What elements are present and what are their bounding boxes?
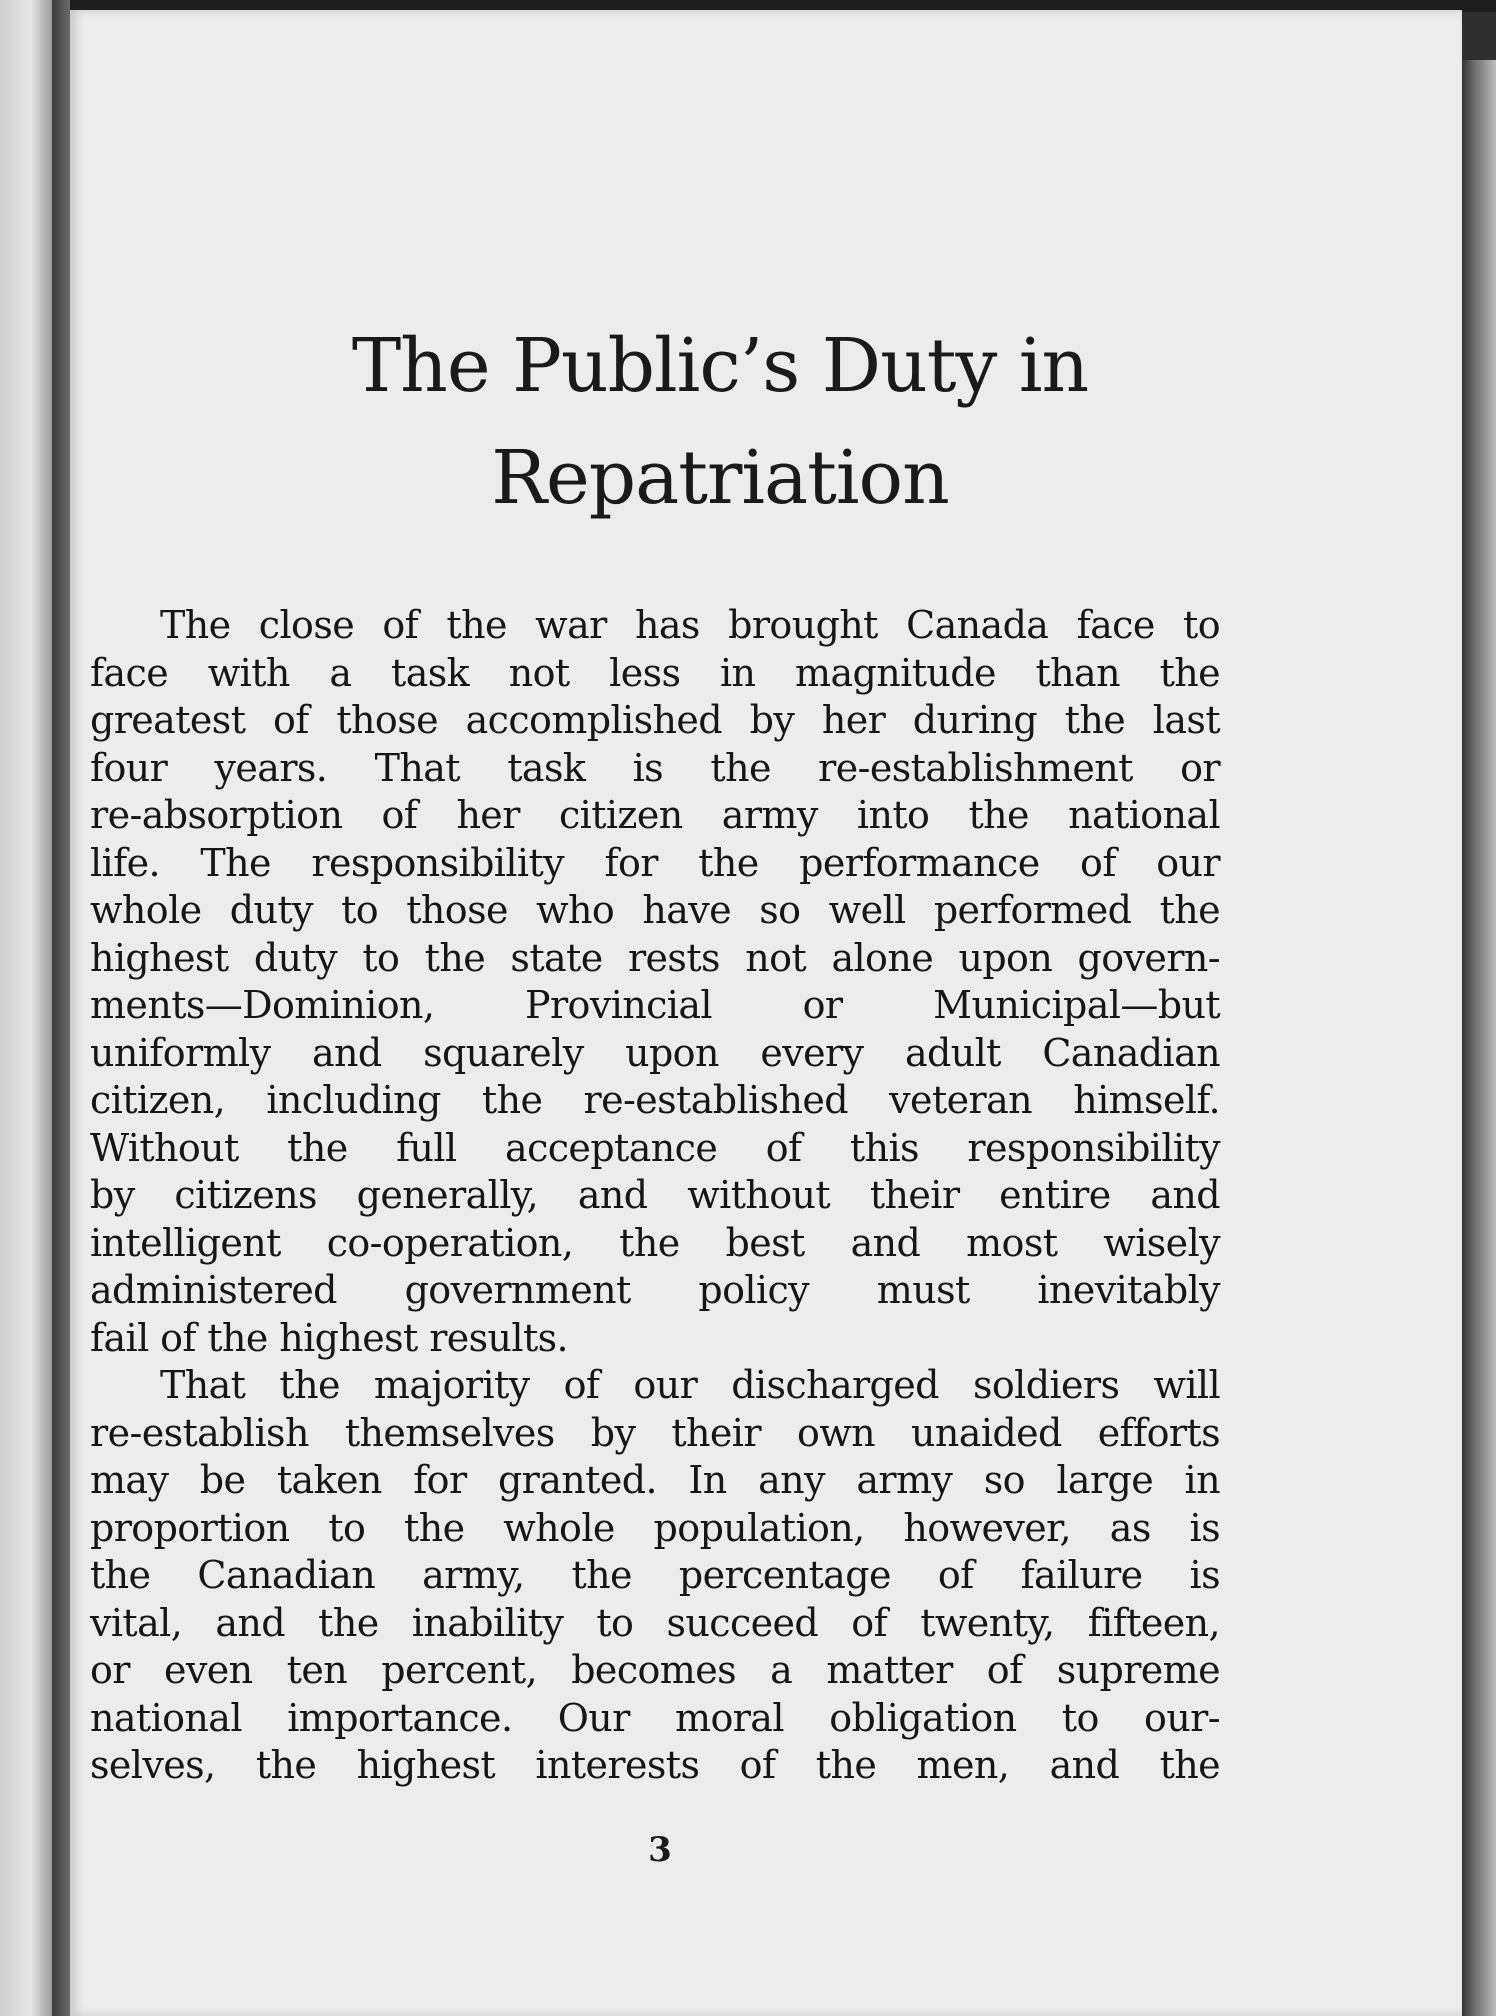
text-line: uniformly and squarely upon every adult Canadian (90, 1030, 1220, 1075)
title-line-2: Repatriation (491, 435, 949, 521)
paragraph-2 (90, 1362, 1220, 1790)
text-line: proportion to the whole population, however, as is (90, 1505, 1220, 1550)
text-line: highest duty to the state rests not alone upon govern- (90, 935, 1220, 980)
text-line: face with a task not less in magnitude than the (90, 650, 1220, 695)
book-gutter (52, 0, 70, 2016)
text-line: national importance. Our moral obligation to our- (90, 1695, 1220, 1740)
text-line: citizen, including the re-established veteran himself. (90, 1078, 1220, 1122)
text-line: greatest of those accomplished by her during the last (90, 698, 1220, 742)
page-number: 3 (648, 1830, 672, 1870)
text-line: vital, and the inability to succeed of twenty, fifteen, (90, 1600, 1220, 1645)
text-line: four years. That task is the re-establishment or (90, 745, 1220, 790)
text-line: intelligent co-operation, the best and most wisely (90, 1220, 1220, 1265)
paragraph-1 (90, 602, 1220, 1362)
text-line: Without the full acceptance of this responsibility (90, 1125, 1220, 1170)
page-title (220, 310, 1220, 534)
text-line: ments—Dominion, Provincial or Municipal—but (90, 983, 1220, 1027)
text-line: fail of the highest results. (90, 1315, 569, 1360)
text-line: administered government policy must inevitably (90, 1268, 1220, 1312)
text-line: or even ten percent, becomes a matter of supreme (90, 1648, 1220, 1692)
text-line: the Canadian army, the percentage of failure is (90, 1553, 1220, 1597)
text-line: That the majority of our discharged soldiers will (160, 1363, 1220, 1407)
text-line: selves, the highest interests of the men, and the (90, 1743, 1220, 1787)
book-page (70, 10, 1462, 2016)
text-line: may be taken for granted. In any army so large in (90, 1458, 1220, 1502)
title-line-1: The Public’s Duty in (351, 323, 1089, 409)
text-line: whole duty to those who have so well performed the (90, 888, 1220, 932)
body-text (90, 602, 1220, 1790)
page-stack-edge (1460, 60, 1496, 2016)
text-line: by citizens generally, and without their entire and (90, 1173, 1220, 1217)
text-line: re-absorption of her citizen army into the national (90, 793, 1220, 837)
facing-page-edge (0, 0, 52, 2016)
text-line: The close of the war has brought Canada face to (160, 603, 1220, 647)
text-line: re-establish themselves by their own unaided efforts (90, 1410, 1220, 1455)
text-line: life. The responsibility for the performance of our (90, 840, 1220, 885)
